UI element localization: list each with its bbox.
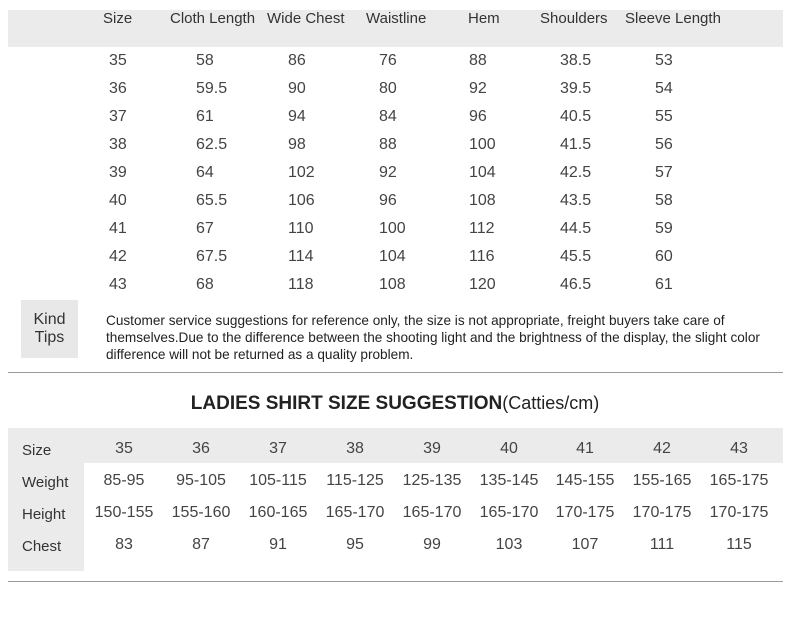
ladies-table-cell: 150-155 [94,504,154,521]
table-cell: 61 [655,276,673,293]
ladies-table-cell: 135-145 [479,472,539,489]
ladies-row-label: Height [22,506,66,523]
table-cell: 53 [655,52,673,69]
table-cell: 39.5 [560,80,592,97]
ladies-table-cell: 107 [571,536,599,553]
table-cell: 58 [655,192,673,209]
ladies-table-cell: 170-175 [632,504,692,521]
ladies-table-cell: 170-175 [709,504,769,521]
ladies-table-cell: 35 [115,440,133,457]
size-chart-header-cell: Size [103,10,133,27]
table-cell: 60 [655,248,673,265]
table-row [0,103,790,131]
ladies-table-cell: 95-105 [176,472,226,489]
table-cell: 35 [109,52,127,69]
ladies-table-cell: 165-170 [402,504,462,521]
table-row [0,159,790,187]
table-cell: 67 [196,220,214,237]
ladies-table-cell: 41 [576,440,594,457]
ladies-table-cell: 43 [730,440,748,457]
table-cell: 36 [109,80,127,97]
table-cell: 80 [379,80,397,97]
section-divider [8,372,783,373]
ladies-table-cell: 115-125 [326,472,384,489]
ladies-table-cell: 85-95 [103,472,145,489]
table-cell: 41.5 [560,136,592,153]
table-cell: 108 [379,276,406,293]
table-cell: 88 [469,52,487,69]
table-cell: 104 [379,248,406,265]
table-cell: 41 [109,220,127,237]
table-row [0,75,790,103]
table-cell: 120 [469,276,496,293]
ladies-table-cell: 87 [192,536,210,553]
table-cell: 65.5 [196,192,228,209]
table-cell: 42 [109,248,127,265]
ladies-row-label: Size [22,442,52,459]
table-cell: 67.5 [196,248,228,265]
table-cell: 59.5 [196,80,228,97]
ladies-table-cell: 111 [649,536,675,553]
table-cell: 106 [288,192,315,209]
ladies-table-cell: 91 [269,536,287,553]
kind-tips-text: Customer service suggestions for reference only, the size is not appropriate, freight buyers take care of themselves.Due to the difference between the shooting light and the brightness of the display, the slight color difference will not be returned as a quality problem. [106,313,760,362]
table-row [0,271,790,299]
ladies-table-cell: 145-155 [555,472,615,489]
table-cell: 54 [655,80,673,97]
ladies-table-row [0,434,790,466]
table-cell: 86 [288,52,306,69]
table-cell: 61 [196,108,214,125]
ladies-unit: (Catties/cm) [502,393,600,413]
ladies-table-cell: 40 [500,440,518,457]
ladies-table-cell: 170-175 [555,504,615,521]
table-row [0,47,790,75]
ladies-table-cell: 99 [423,536,441,553]
table-cell: 114 [288,248,314,265]
ladies-table-cell: 160-165 [248,504,308,521]
ladies-table-cell: 95 [346,536,364,553]
table-row [0,187,790,215]
table-cell: 58 [196,52,214,69]
size-chart-header-cell: Shoulders [540,10,608,27]
table-cell: 96 [379,192,397,209]
table-cell: 64 [196,164,214,181]
table-cell: 102 [288,164,315,181]
table-cell: 37 [109,108,127,125]
size-chart-header-cell: Hem [468,10,500,27]
table-row [0,215,790,243]
ladies-section-title [0,393,790,415]
ladies-table-cell: 165-170 [479,504,539,521]
ladies-table-cell: 165-170 [325,504,385,521]
table-cell: 56 [655,136,673,153]
ladies-table-cell: 115 [726,536,752,553]
table-cell: 59 [655,220,673,237]
table-cell: 42.5 [560,164,592,181]
ladies-title: LADIES SHIRT SIZE SUGGESTION [190,393,503,414]
table-cell: 45.5 [560,248,592,265]
ladies-table-cell: 36 [192,440,210,457]
table-cell: 68 [196,276,214,293]
table-cell: 100 [379,220,406,237]
table-cell: 38 [109,136,127,153]
ladies-table-cell: 39 [423,440,441,457]
ladies-table-cell: 38 [346,440,364,457]
table-row [0,131,790,159]
table-cell: 88 [379,136,397,153]
kind-tips-line1: Kind [33,311,66,328]
table-cell: 62.5 [196,136,228,153]
table-cell: 98 [288,136,306,153]
size-chart-header-cell: Waistline [366,10,427,27]
table-cell: 94 [288,108,306,125]
table-cell: 104 [469,164,496,181]
ladies-table-cell: 125-135 [402,472,462,489]
table-cell: 118 [288,276,314,293]
table-cell: 76 [379,52,397,69]
table-cell: 43 [109,276,127,293]
ladies-table-cell: 103 [495,536,523,553]
table-cell: 108 [469,192,496,209]
ladies-table-cell: 155-165 [632,472,692,489]
ladies-table-row [0,530,790,562]
ladies-table-cell: 42 [653,440,671,457]
table-cell: 55 [655,108,673,125]
size-chart-header-cell: Sleeve Length [625,10,721,27]
ladies-table-cell: 37 [269,440,287,457]
table-cell: 112 [469,220,495,237]
table-cell: 100 [469,136,496,153]
table-cell: 57 [655,164,673,181]
ladies-table-cell: 83 [115,536,133,553]
ladies-table-cell: 165-175 [709,472,769,489]
size-chart-header-cell: Wide Chest [267,10,345,27]
table-cell: 92 [469,80,487,97]
ladies-table-row [0,466,790,498]
ladies-table-cell: 105-115 [249,472,307,489]
table-cell: 92 [379,164,397,181]
table-cell: 116 [469,248,495,265]
size-chart-header-cell: Cloth Length [170,10,256,27]
table-cell: 40 [109,192,127,209]
table-cell: 110 [288,220,314,237]
ladies-row-label: Weight [22,474,69,491]
ladies-table-row [0,498,790,530]
ladies-table-cell: 155-160 [171,504,231,521]
table-cell: 84 [379,108,397,125]
table-cell: 90 [288,80,306,97]
table-cell: 38.5 [560,52,592,69]
kind-tips-label [21,300,78,358]
table-cell: 39 [109,164,127,181]
table-cell: 96 [469,108,487,125]
table-row [0,243,790,271]
table-cell: 40.5 [560,108,592,125]
table-cell: 43.5 [560,192,592,209]
table-cell: 46.5 [560,276,592,293]
kind-tips-line2: Tips [34,329,65,346]
bottom-divider [8,581,783,582]
table-cell: 44.5 [560,220,592,237]
ladies-row-label: Chest [22,538,62,555]
